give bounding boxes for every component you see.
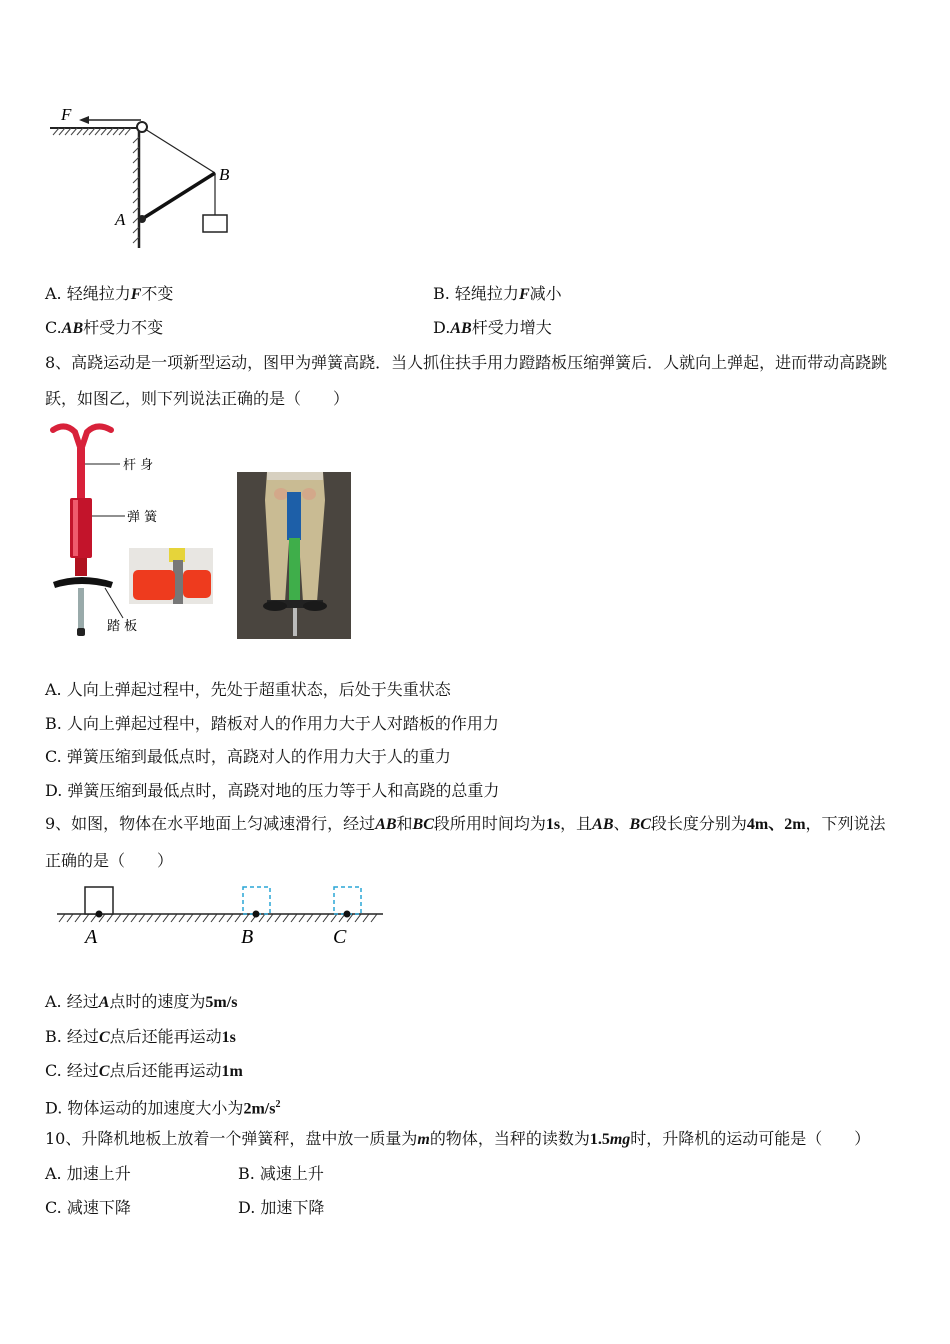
q9-figure: [55, 880, 390, 950]
q9-stem-line2: 正确的是（ ）: [45, 851, 174, 870]
q10-stem-part: 时，升降机的运动可能是（ ）: [630, 1129, 871, 1148]
q8-option-c[interactable]: C. 弹簧压缩到最低点时，高跷对人的作用力大于人的重力: [45, 747, 451, 766]
q7-option-c-suffix: 杆受力不变: [83, 318, 164, 337]
q10-reading-var: mg: [609, 1131, 631, 1148]
q9-option-b-value: 1s: [221, 1029, 236, 1046]
q9-var-bc: BC: [412, 816, 434, 833]
q10-stem-part: 10、升降机地板上放着一个弹簧秤，盘中放一质量为: [45, 1129, 418, 1148]
q9-option-d-value: 2m/s: [243, 1100, 276, 1118]
q10-option-d[interactable]: D. 加速下降: [238, 1198, 325, 1217]
q7-label-B: B: [219, 165, 230, 184]
q8-label-pedal: 踏 板: [107, 619, 138, 634]
q10-option-a[interactable]: A. 加速上升: [45, 1164, 131, 1183]
q9-option-d-superscript: 2: [275, 1099, 281, 1110]
q7-option-c[interactable]: [45, 318, 163, 339]
q9-option-c-var: C: [98, 1063, 110, 1080]
q7-option-d-suffix: 杆受力增大: [471, 318, 552, 337]
q7-label-A: A: [115, 210, 126, 229]
q9-option-b-prefix: B. 经过: [45, 1027, 99, 1046]
q9-option-a[interactable]: [45, 992, 237, 1013]
q9-stem-part: ，下列说法: [805, 814, 886, 833]
q9-stem-part: 段所用时间均为: [433, 814, 546, 833]
q9-option-b[interactable]: [45, 1027, 236, 1048]
q8-figure-photo: [237, 472, 351, 639]
q7-option-a[interactable]: [45, 284, 173, 305]
q9-option-a-value: 5m/s: [205, 994, 238, 1011]
q10-stem-part: 的物体，当秤的读数为: [429, 1129, 590, 1148]
q9-option-c-mid: 点后还能再运动: [109, 1061, 222, 1080]
q9-stem-part: 段长度分别为: [650, 814, 747, 833]
q8-option-d[interactable]: D. 弹簧压缩到最低点时，高跷对地的压力等于人和高跷的总重力: [45, 781, 500, 800]
q7-option-a-prefix: A. 轻绳拉力: [45, 284, 131, 303]
q10-reading-number: 1.5: [589, 1131, 610, 1148]
q8-stem-line1: 8、高跷运动是一项新型运动，图甲为弹簧高跷．当人抓住扶手用力蹬踏板压缩弹簧后．人就向上弹起，进而带动高跷跳: [45, 353, 888, 372]
q7-option-d-var: AB: [450, 320, 472, 337]
q9-option-a-prefix: A. 经过: [45, 992, 99, 1011]
q9-option-c-value: 1m: [221, 1063, 243, 1080]
q7-option-a-suffix: 不变: [141, 284, 174, 303]
q7-option-c-prefix: C.: [45, 318, 62, 337]
q9-stem-part: ，且: [560, 814, 593, 833]
q9-var-ab: AB: [592, 816, 614, 833]
q9-stem-part: 、: [613, 814, 630, 833]
q7-label-F: F: [61, 105, 72, 124]
q9-lengths: 4m、2m: [746, 816, 806, 833]
q9-option-d[interactable]: [45, 1095, 280, 1119]
q7-option-c-var: AB: [61, 320, 84, 337]
q9-option-b-mid: 点后还能再运动: [109, 1027, 222, 1046]
q9-option-b-var: C: [98, 1029, 110, 1046]
q7-option-d[interactable]: [433, 318, 552, 339]
q7-option-a-var: F: [130, 286, 142, 303]
q8-option-b[interactable]: B. 人向上弹起过程中，踏板对人的作用力大于人对踏板的作用力: [45, 714, 499, 733]
q10-stem: [45, 1129, 870, 1150]
q9-time: 1s: [545, 816, 561, 833]
q9-option-a-mid: 点时的速度为: [109, 992, 206, 1011]
q7-option-b-prefix: B. 轻绳拉力: [433, 284, 519, 303]
q9-option-c[interactable]: [45, 1061, 243, 1082]
q7-option-b-suffix: 减小: [529, 284, 562, 303]
q10-var-m: m: [417, 1131, 430, 1148]
q9-option-d-prefix: D. 物体运动的加速度大小为: [45, 1098, 244, 1118]
q8-label-body: 杆 身: [123, 458, 154, 473]
q8-label-spring: 弹 簧: [127, 510, 158, 525]
q9-var-bc: BC: [629, 816, 651, 833]
q8-option-a[interactable]: A. 人向上弹起过程中，先处于超重状态，后处于失重状态: [45, 680, 451, 699]
q9-option-a-var: A: [98, 994, 110, 1011]
q9-var-ab: AB: [375, 816, 397, 833]
q9-option-c-prefix: C. 经过: [45, 1061, 99, 1080]
q8-stem-line2: 跃，如图乙，则下列说法正确的是（ ）: [45, 389, 350, 408]
q10-option-b[interactable]: B. 减速上升: [238, 1164, 324, 1183]
q8-figure-pogo-stick: [45, 420, 220, 645]
q9-label-C: C: [333, 926, 347, 948]
q9-stem-line1: [45, 814, 886, 835]
q9-stem-part: 9、如图，物体在水平地面上匀减速滑行，经过: [45, 814, 376, 833]
q7-option-d-prefix: D.: [433, 318, 451, 337]
q9-stem-part: 和: [396, 814, 413, 833]
q7-option-b[interactable]: [433, 284, 562, 305]
q7-figure: [45, 98, 245, 258]
q10-option-c[interactable]: C. 减速下降: [45, 1198, 131, 1217]
q7-option-b-var: F: [518, 286, 530, 303]
q9-label-A: A: [85, 926, 98, 948]
q9-label-B: B: [241, 926, 254, 948]
